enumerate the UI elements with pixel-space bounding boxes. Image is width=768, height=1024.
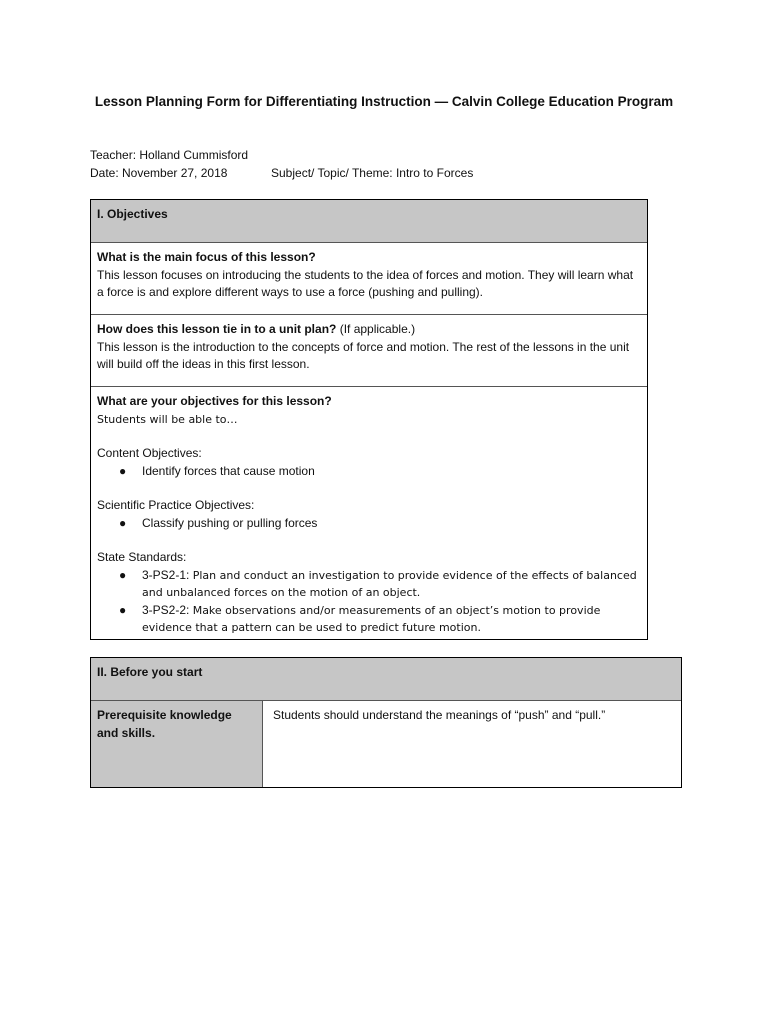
bullet-icon: ●	[119, 567, 127, 582]
state-standards-label: State Standards:	[97, 550, 187, 564]
focus-question: What is the main focus of this lesson?	[97, 250, 316, 264]
objectives-question: What are your objectives for this lesson?	[97, 394, 332, 408]
date-text: Date: November 27, 2018	[90, 166, 228, 180]
subject-text: Subject/ Topic/ Theme: Intro to Forces	[271, 166, 474, 180]
unit-answer: This lesson is the introduction to the concepts of force and motion. The rest of the lessons in the unit will build off the ideas in this first lesson.	[97, 339, 630, 371]
objectives-intro: Students will be able to…	[97, 412, 238, 426]
content-objectives-list	[97, 463, 641, 481]
focus-answer: This lesson focuses on introducing the students to the idea of forces and motion. They will learn what a force is and explore different ways to use a force (pushing and pulling).	[97, 267, 634, 299]
unit-plan-section	[91, 315, 647, 387]
before-header: II. Before you start	[91, 658, 681, 701]
unit-question-line	[97, 321, 641, 339]
prerequisite-label: Prerequisite knowledge and skills.	[91, 701, 263, 787]
before-you-start-table	[90, 657, 682, 788]
bullet-icon: ●	[119, 463, 127, 478]
unit-question: How does this lesson tie in to a unit plan?	[97, 322, 337, 336]
teacher-line: Teacher: Holland Cummisford	[90, 148, 249, 162]
list-item: ● Classify pushing or pulling forces	[142, 515, 641, 533]
standard-text: Plan and conduct an investigation to provide evidence of the effects of balanced and unbalanced forces on the motion of an object.	[142, 568, 637, 599]
unit-question-note: (If applicable.)	[339, 322, 416, 336]
standard-code: 3-PS2-2:	[142, 602, 190, 617]
list-item: ● Identify forces that cause motion	[142, 463, 641, 481]
objectives-section	[91, 387, 647, 638]
standard-code: 3-PS2-1:	[142, 567, 190, 582]
practice-objectives-list	[97, 515, 641, 533]
bullet-icon: ●	[119, 515, 127, 530]
state-standards-list	[97, 567, 641, 637]
list-item	[119, 567, 641, 602]
page-title: Lesson Planning Form for Differentiating Instruction — Calvin College Education Program	[94, 94, 674, 109]
prerequisite-value: Students should understand the meanings of “push” and “pull.”	[273, 708, 606, 722]
practice-objectives-label: Scientific Practice Objectives:	[97, 498, 255, 512]
bullet-icon: ●	[119, 602, 127, 617]
list-item	[119, 602, 641, 637]
standard-text: Make observations and/or measurements of an object’s motion to provide evidence that a pattern can be used to predict future motion.	[142, 603, 601, 634]
content-objectives-label: Content Objectives:	[97, 446, 202, 460]
focus-section	[91, 243, 647, 315]
objectives-table	[90, 199, 648, 640]
date-line	[90, 165, 474, 181]
objectives-header: I. Objectives	[91, 200, 647, 243]
